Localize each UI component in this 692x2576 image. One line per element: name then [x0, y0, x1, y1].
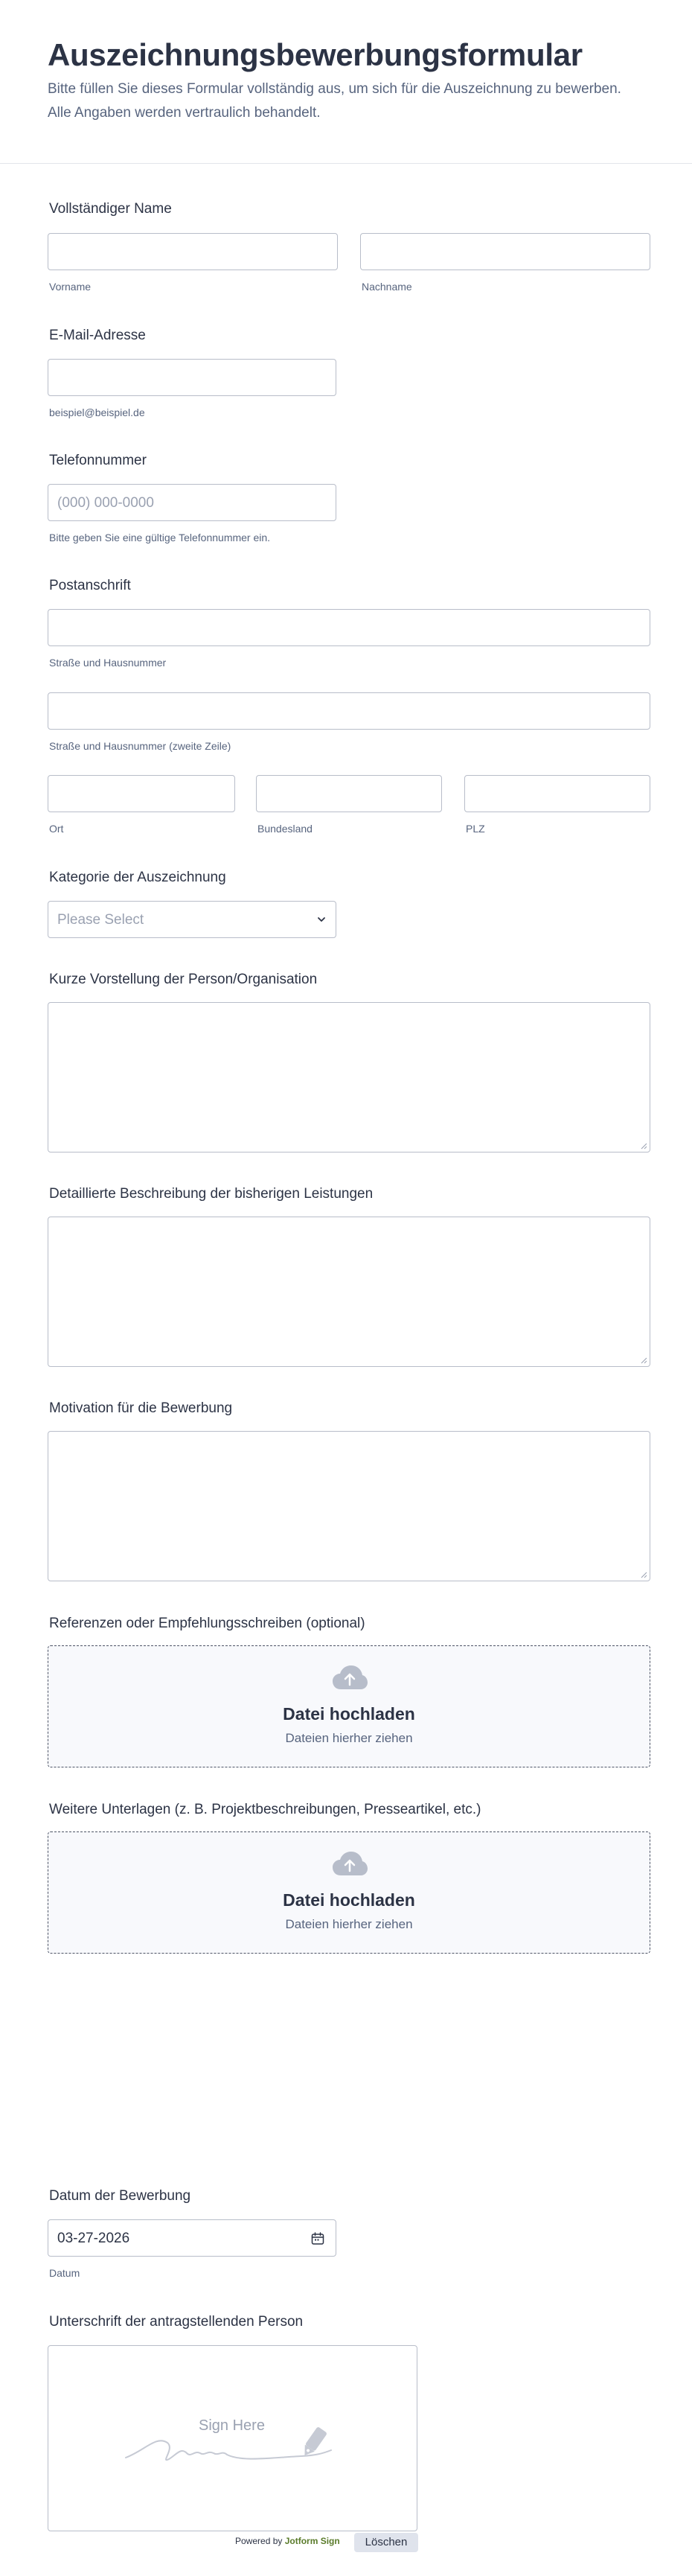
- form-subtitle: Bitte füllen Sie dieses Formular vollständig aus, um sich für die Auszeichnung zu bewerben. Alle Angaben werden vertraulich behandelt.: [48, 81, 621, 121]
- name-label: Vollständiger Name: [49, 201, 172, 217]
- chevron-down-icon: [316, 914, 327, 925]
- last-name-sublabel: Nachname: [362, 281, 412, 293]
- date-label: Datum der Bewerbung: [49, 2188, 191, 2204]
- cloud-upload-icon: [331, 1662, 368, 1692]
- city-sublabel: Ort: [49, 823, 64, 835]
- signature-placeholder: Sign Here: [199, 2417, 265, 2434]
- phone-placeholder: (000) 000-0000: [57, 495, 154, 511]
- state-input[interactable]: [256, 775, 442, 812]
- state-sublabel: Bundesland: [257, 823, 313, 835]
- clear-signature-button[interactable]: Löschen: [354, 2533, 418, 2552]
- date-sublabel: Datum: [49, 2267, 80, 2279]
- city-input[interactable]: [48, 775, 235, 812]
- street-sublabel: Straße und Hausnummer: [49, 657, 167, 669]
- street2-sublabel: Straße und Hausnummer (zweite Zeile): [49, 740, 231, 752]
- references-upload-hint: Dateien hierher ziehen: [285, 1731, 413, 1745]
- phone-label: Telefonnummer: [49, 453, 147, 468]
- form-title: Auszeichnungsbewerbungsformular: [48, 37, 583, 72]
- street-input[interactable]: [48, 609, 650, 646]
- resize-grip-icon[interactable]: [640, 1142, 647, 1150]
- achievements-label: Detaillierte Beschreibung der bisherigen Leistungen: [49, 1186, 374, 1202]
- documents-label: Weitere Unterlagen (z. B. Projektbeschreibungen, Presseartikel, etc.): [49, 1802, 481, 1817]
- category-placeholder: Please Select: [57, 912, 144, 928]
- motivation-textarea[interactable]: [48, 1431, 650, 1581]
- references-label: Referenzen oder Empfehlungsschreiben (optional): [49, 1616, 365, 1631]
- phone-sublabel: Bitte geben Sie eine gültige Telefonnummer ein.: [49, 532, 271, 543]
- cloud-upload-icon: [331, 1849, 368, 1878]
- email-input[interactable]: [48, 359, 336, 396]
- zip-input[interactable]: [464, 775, 650, 812]
- date-input[interactable]: [48, 2219, 336, 2257]
- powered-by-prefix: Powered by: [235, 2536, 283, 2546]
- intro-textarea[interactable]: [48, 1002, 650, 1152]
- zip-sublabel: PLZ: [466, 823, 485, 835]
- category-select[interactable]: [48, 901, 336, 938]
- powered-by: [235, 2536, 340, 2546]
- references-upload-title: Datei hochladen: [283, 1704, 415, 1724]
- email-label: E-Mail-Adresse: [49, 328, 146, 343]
- street2-input[interactable]: [48, 692, 650, 730]
- resize-grip-icon[interactable]: [640, 1571, 647, 1578]
- signature-scribble-icon: [123, 2420, 346, 2473]
- references-upload-area[interactable]: [48, 1645, 650, 1767]
- signature-pad[interactable]: [48, 2345, 417, 2531]
- signature-label: Unterschrift der antragstellenden Person: [49, 2314, 304, 2330]
- first-name-input[interactable]: [48, 233, 338, 270]
- last-name-input[interactable]: [360, 233, 650, 270]
- first-name-sublabel: Vorname: [49, 281, 92, 293]
- form-header: [0, 0, 692, 164]
- category-label: Kategorie der Auszeichnung: [49, 870, 226, 885]
- documents-upload-hint: Dateien hierher ziehen: [285, 1917, 413, 1931]
- intro-label: Kurze Vorstellung der Person/Organisation: [49, 972, 318, 987]
- phone-input[interactable]: [48, 484, 336, 521]
- date-value: 03-27-2026: [57, 2231, 130, 2246]
- address-label: Postanschrift: [49, 578, 131, 593]
- documents-upload-title: Datei hochladen: [283, 1890, 415, 1910]
- jotform-sign-link[interactable]: Jotform Sign: [284, 2536, 340, 2546]
- documents-upload-area[interactable]: [48, 1831, 650, 1954]
- achievements-textarea[interactable]: [48, 1217, 650, 1367]
- email-sublabel: beispiel@beispiel.de: [49, 407, 145, 418]
- motivation-label: Motivation für die Bewerbung: [49, 1400, 233, 1416]
- resize-grip-icon[interactable]: [640, 1356, 647, 1364]
- calendar-icon[interactable]: [310, 2231, 325, 2246]
